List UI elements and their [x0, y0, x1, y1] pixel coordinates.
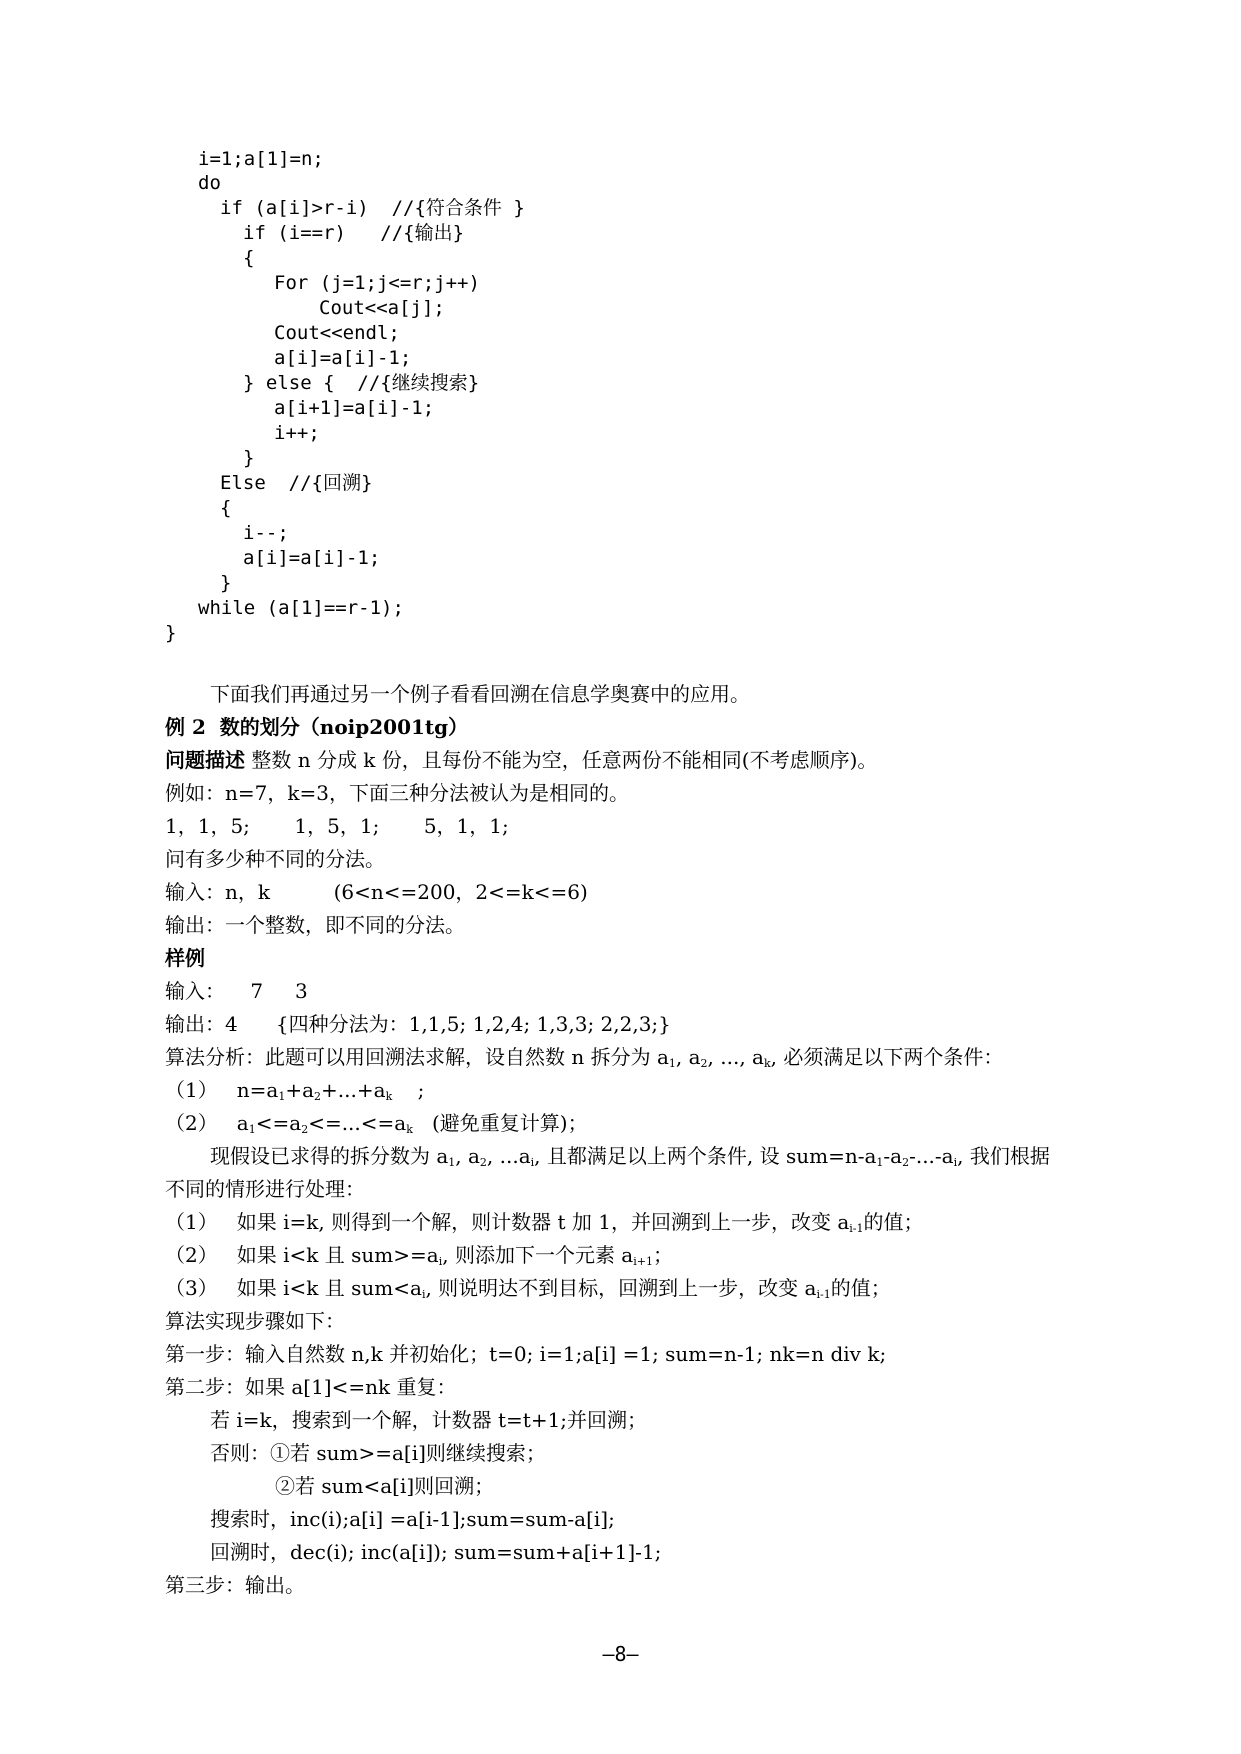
- subscript: k: [385, 1090, 393, 1103]
- case-text: 的值；: [830, 1276, 891, 1300]
- subscript: i-1: [849, 1222, 864, 1235]
- page-number: —8—: [602, 1642, 639, 1666]
- suppose-line: [210, 1144, 1050, 1169]
- case-text: （3） 如果 i<k 且 sum<a: [165, 1276, 422, 1300]
- subscript: i: [421, 1288, 426, 1301]
- code-line: } else { //{继续搜索}: [243, 372, 480, 394]
- analysis-text: 算法分析：此题可以用回溯法求解，设自然数 n 拆分为 a: [165, 1045, 669, 1069]
- subscript: 2: [700, 1057, 708, 1070]
- suppose-text: , 我们根据: [957, 1144, 1050, 1168]
- subscript: 1: [668, 1057, 676, 1070]
- example-heading: 例 2 数的划分（noip2001tg）: [165, 715, 469, 739]
- subscript: 1: [278, 1090, 286, 1103]
- suppose-text: , a: [455, 1144, 480, 1168]
- problem-text: 整数 n 分成 k 份，且每份不能为空，任意两份不能相同(不考虑顺序)。: [245, 748, 878, 772]
- step-2-found: 若 i=k，搜索到一个解，计数器 t=t+1;并回溯；: [210, 1408, 648, 1432]
- suppose-text: 现假设已求得的拆分数为 a: [210, 1144, 449, 1168]
- subscript: i-1: [816, 1288, 831, 1301]
- subscript: 2: [902, 1156, 910, 1169]
- intro-paragraph: 下面我们再通过另一个例子看看回溯在信息学奥赛中的应用。: [210, 682, 750, 706]
- code-line: }: [243, 447, 255, 469]
- sample-heading: 样例: [165, 946, 205, 970]
- case-text: （2） 如果 i<k 且 sum>=a: [165, 1243, 439, 1267]
- case-text: , 则添加下一个元素 a: [442, 1243, 634, 1267]
- case-text: 的值；: [863, 1210, 924, 1234]
- input-spec: 输入：n，k (6<n<=200，2<=k<=6): [165, 880, 588, 904]
- code-line: if (i==r) //{输出}: [243, 222, 465, 244]
- suppose-text: -...-a: [909, 1144, 954, 1168]
- sample-output: 输出：4 {四种分法为：1,1,5; 1,2,4; 1,3,3; 2,2,3;}: [165, 1012, 671, 1036]
- subscript: k: [763, 1057, 771, 1070]
- case-text: , 则说明达不到目标，回溯到上一步，改变 a: [425, 1276, 817, 1300]
- analysis-line: [165, 1045, 1004, 1070]
- subscript: i: [530, 1156, 535, 1169]
- suppose-text: , 且都满足以上两个条件, 设 sum=n-a: [534, 1144, 877, 1168]
- subscript: i: [953, 1156, 958, 1169]
- code-line: }: [220, 572, 232, 594]
- step-2: 第二步：如果 a[1]<=nk 重复：: [165, 1375, 457, 1399]
- step-2-backtrack: ②若 sum<a[i]则回溯；: [275, 1474, 495, 1498]
- condition-text: (避免重复计算)；: [412, 1111, 588, 1135]
- sample-input: 输入： 7 3: [165, 979, 308, 1003]
- code-line: Cout<<a[j];: [319, 297, 445, 319]
- code-line: i=1;a[1]=n;: [198, 148, 324, 170]
- subscript: 2: [301, 1123, 309, 1136]
- step-2-rollback: 回溯时，dec(i); inc(a[i]); sum=sum+a[i+1]-1;: [210, 1540, 662, 1564]
- step-1: 第一步：输入自然数 n,k 并初始化；t=0; i=1;a[i] =1; sum=n-1; nk=n div k;: [165, 1342, 887, 1366]
- condition-1: [165, 1078, 425, 1103]
- code-line: }: [165, 622, 177, 644]
- analysis-text: , ..., a: [707, 1045, 764, 1069]
- code-line: Else //{回溯}: [220, 472, 373, 494]
- case-2: [165, 1243, 673, 1268]
- subscript: 2: [479, 1156, 487, 1169]
- case-1: [165, 1210, 924, 1235]
- problem-label: 问题描述: [165, 748, 245, 772]
- code-line: {: [243, 247, 255, 269]
- output-spec: 输出：一个整数，即不同的分法。: [165, 913, 465, 937]
- step-2-otherwise: 否则：①若 sum>=a[i]则继续搜索；: [210, 1441, 546, 1465]
- condition-text: ;: [392, 1078, 425, 1102]
- code-line: {: [220, 497, 232, 519]
- code-line: For (j=1;j<=r;j++): [274, 272, 480, 294]
- condition-2: [165, 1111, 588, 1136]
- condition-text: （2） a: [165, 1111, 249, 1135]
- example-line: 例如：n=7，k=3，下面三种分法被认为是相同的。: [165, 781, 629, 805]
- subscript: i+1: [633, 1255, 653, 1268]
- step-2-search: 搜索时，inc(i);a[i] =a[i-1];sum=sum-a[i];: [210, 1507, 615, 1531]
- subscript: 2: [314, 1090, 322, 1103]
- code-line: do: [198, 172, 221, 194]
- subscript: 1: [876, 1156, 884, 1169]
- question-line: 问有多少种不同的分法。: [165, 847, 385, 871]
- subscript: k: [406, 1123, 413, 1136]
- code-line: a[i]=a[i]-1;: [243, 547, 381, 569]
- code-line: Cout<<endl;: [274, 322, 400, 344]
- subscript: 1: [248, 1123, 256, 1136]
- steps-heading: 算法实现步骤如下：: [165, 1309, 345, 1333]
- code-line: i--;: [243, 522, 289, 544]
- condition-text: （1） n=a: [165, 1078, 279, 1102]
- code-line: while (a[1]==r-1);: [198, 597, 404, 619]
- condition-text: +a: [285, 1078, 315, 1102]
- case-text: ；: [652, 1243, 673, 1267]
- example-values: 1，1，5; 1，5，1; 5，1，1;: [165, 814, 509, 838]
- subscript: 1: [448, 1156, 456, 1169]
- condition-text: <=a: [255, 1111, 302, 1135]
- code-line: a[i+1]=a[i]-1;: [274, 397, 435, 419]
- suppose-text: -a: [883, 1144, 903, 1168]
- case-text: （1） 如果 i=k, 则得到一个解，则计数器 t 加 1，并回溯到上一步，改变 a: [165, 1210, 850, 1234]
- problem-description: [165, 750, 877, 770]
- analysis-text: , a: [675, 1045, 701, 1069]
- step-3: 第三步：输出。: [165, 1573, 305, 1597]
- code-line: i++;: [274, 422, 320, 444]
- code-line: a[i]=a[i]-1;: [274, 347, 412, 369]
- condition-text: <=...<=a: [308, 1111, 407, 1135]
- suppose-line-2: 不同的情形进行处理：: [165, 1177, 365, 1201]
- condition-text: +...+a: [321, 1078, 386, 1102]
- code-line: if (a[i]>r-i) //{符合条件 }: [220, 197, 525, 219]
- case-3: [165, 1276, 891, 1301]
- suppose-text: , ...a: [486, 1144, 531, 1168]
- analysis-text: , 必须满足以下两个条件：: [770, 1045, 1004, 1069]
- subscript: i: [438, 1255, 443, 1268]
